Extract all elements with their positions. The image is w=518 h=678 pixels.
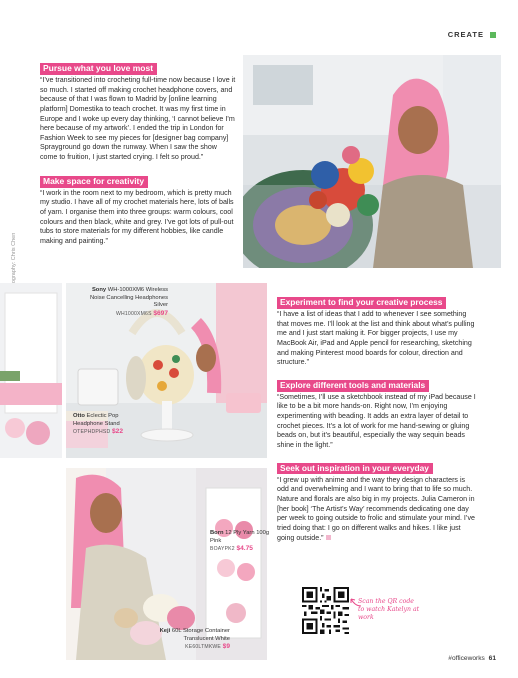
end-mark-icon [326, 535, 331, 540]
section-body [277, 476, 477, 543]
product-price: $697 [153, 309, 168, 317]
product-price: $4.75 [236, 545, 253, 553]
section-space [40, 171, 236, 247]
section-heading: Seek out inspiration in your everyday [277, 463, 433, 475]
section-body: “I work in the room next to my bedroom, which is pretty much my studio. I have all of my crochet materials here, lots of balls of yarn. I organise them into three groups: warm colours, cool colours and then black, white and grey. I’ve got lots of pull-out tubs to store materials for my different hobbies, like candle making and painting.” [40, 188, 234, 245]
product-name: Keji [159, 628, 171, 634]
product-caption-born [210, 530, 270, 554]
footer-brand: #officeworks [448, 655, 485, 662]
section-body: “I have a list of ideas that I add to whenever I see something that moves me. I’ll look at the list and think about what’s pulling me and I just start making it. For bigger projects, I use my MacBook Air, iPad and Apple pencil for researching, sketching and making Pinterest mood boards for colour, direction and structure.” [277, 310, 475, 367]
product-desc: 60L Storage Container Translucent White [171, 628, 230, 642]
product-name: Born [210, 530, 224, 536]
page-footer [448, 655, 496, 662]
section-heading: Make space for creativity [40, 176, 148, 188]
product-desc: WH-1000XM6 Wireless Noise Cancelling Headphones Silver [90, 287, 168, 309]
product-code: WH1000XM6S [116, 310, 152, 317]
left-text-column [40, 58, 236, 255]
product-code: BOAYPK2 [210, 546, 235, 553]
section-experiment [277, 292, 477, 368]
product-desc: 12 Ply Yarn 100g Pink [210, 530, 270, 544]
product-desc: Eclectic Pop Headphone Stand [73, 413, 120, 427]
section-tag [448, 30, 496, 39]
artist-bouquet-photo [243, 55, 501, 268]
section-explore [277, 375, 477, 451]
section-heading: Pursue what you love most [40, 63, 157, 75]
product-code: OTEPHDPHSD [73, 429, 111, 436]
product-name: Otto [73, 413, 85, 419]
section-color-square-icon [490, 32, 496, 38]
product-caption-sony [76, 287, 168, 318]
shelf-strip-photo [0, 283, 62, 458]
section-body-text: “I grew up with anime and the way they design characters is odd and overwhelming and I want to bring that to life so much. Nature and florals are also big in my projects. Julia Cameron in [her book] ‘The Artist’s Way’ recommends dedicating one day per week to going outside to frolic and stimulate your mind. I’ve tried doing that: I go on different walks and hikes. I like just going outside.” [277, 475, 475, 542]
product-price: $22 [112, 428, 124, 436]
page-number: 61 [488, 655, 496, 662]
section-tag-label: CREATE [447, 30, 484, 39]
section-heading: Explore different tools and materials [277, 380, 429, 392]
section-inspiration [277, 458, 477, 543]
product-caption-keji [150, 628, 230, 652]
right-text-column [277, 292, 477, 550]
product-caption-otto [73, 413, 143, 437]
section-heading: Experiment to find your creative process [277, 297, 446, 309]
product-price: $9 [222, 643, 230, 651]
product-name: Sony [91, 287, 107, 293]
section-body: “Sometimes, I’ll use a sketchbook instead of my iPad because I like to be a bit more hands-on. Right now, I’m enjoying experimenting with beading. It adds an extra layer of detail to crochet pieces. It’s a lot of work for me hand-sewing or gluing beads on, but it’s beautiful, especially the way sequin beads shine in the light.” [277, 392, 476, 450]
product-code: KE60LTMKWE [185, 644, 222, 651]
qr-code[interactable] [302, 587, 349, 634]
section-pursue [40, 58, 236, 163]
qr-caption: Scan the QR code to watch Katelyn at work [358, 598, 420, 621]
section-body: “I’ve transitioned into crocheting full-time now because I love it so much. I started off making crochet headphone covers, and because of that I was flown to Madrid by [online learning platform] Domestika to teach crochet. It was my first time in Europe and I woke up every day thinking, ‘I cannot believe I’m here because of my artwork’. I ended the trip in London for Fashion Week to see my pieces for [designer bag company] Sprayground go down the runway. When I saw the show come to fruition, I just started crying. I felt so proud.” [40, 76, 236, 162]
